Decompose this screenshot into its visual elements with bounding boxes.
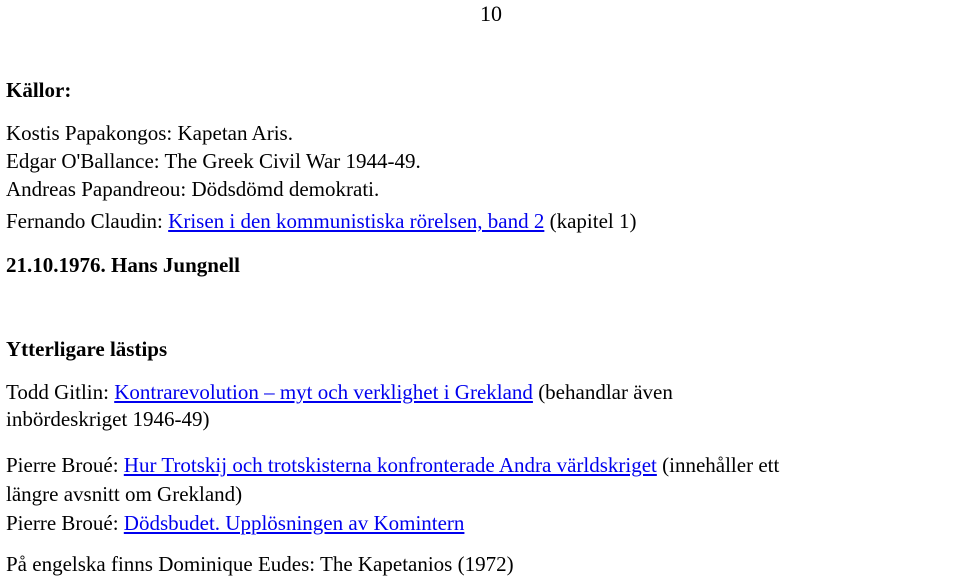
reading-author: Pierre Broué: [6,511,124,535]
reading-note: (behandlar även [532,380,673,404]
reading-entry-continuation: inbördeskriget 1946-49) [6,407,210,431]
reading-author: Pierre Broué: [6,453,124,477]
reading-entry-continuation: längre avsnitt om Grekland) [6,482,243,506]
reading-entry [6,380,673,404]
reading-entry [6,511,464,535]
reading-entry [6,453,779,477]
sources-heading: Källor: [6,78,72,102]
english-edition-note: På engelska finns Dominique Eudes: The Kapetanios (1972) [6,552,514,576]
source-author: Fernando Claudin: [6,209,169,233]
reading-link[interactable]: Kontrarevolution – myt och verklighet i Grekland [114,380,533,404]
date-signature: 21.10.1976. Hans Jungnell [6,253,240,277]
source-item: Kostis Papakongos: Kapetan Aris. [6,121,293,145]
page-number: 10 [480,1,502,26]
reading-author: Todd Gitlin: [6,380,115,404]
source-item: Edgar O'Ballance: The Greek Civil War 1944-49. [6,149,421,173]
further-reading-heading: Ytterligare lästips [6,337,168,361]
source-note: (kapitel 1) [544,209,637,233]
source-item: Andreas Papandreou: Dödsdömd demokrati. [6,177,380,201]
source-item [6,209,636,233]
source-link[interactable]: Krisen i den kommunistiska rörelsen, band 2 [168,209,545,233]
reading-link[interactable]: Hur Trotskij och trotskisterna konfronterade Andra världskriget [123,453,657,477]
reading-link[interactable]: Dödsbudet. Upplösningen av Komintern [123,511,465,535]
reading-note: (innehåller ett [656,453,780,477]
